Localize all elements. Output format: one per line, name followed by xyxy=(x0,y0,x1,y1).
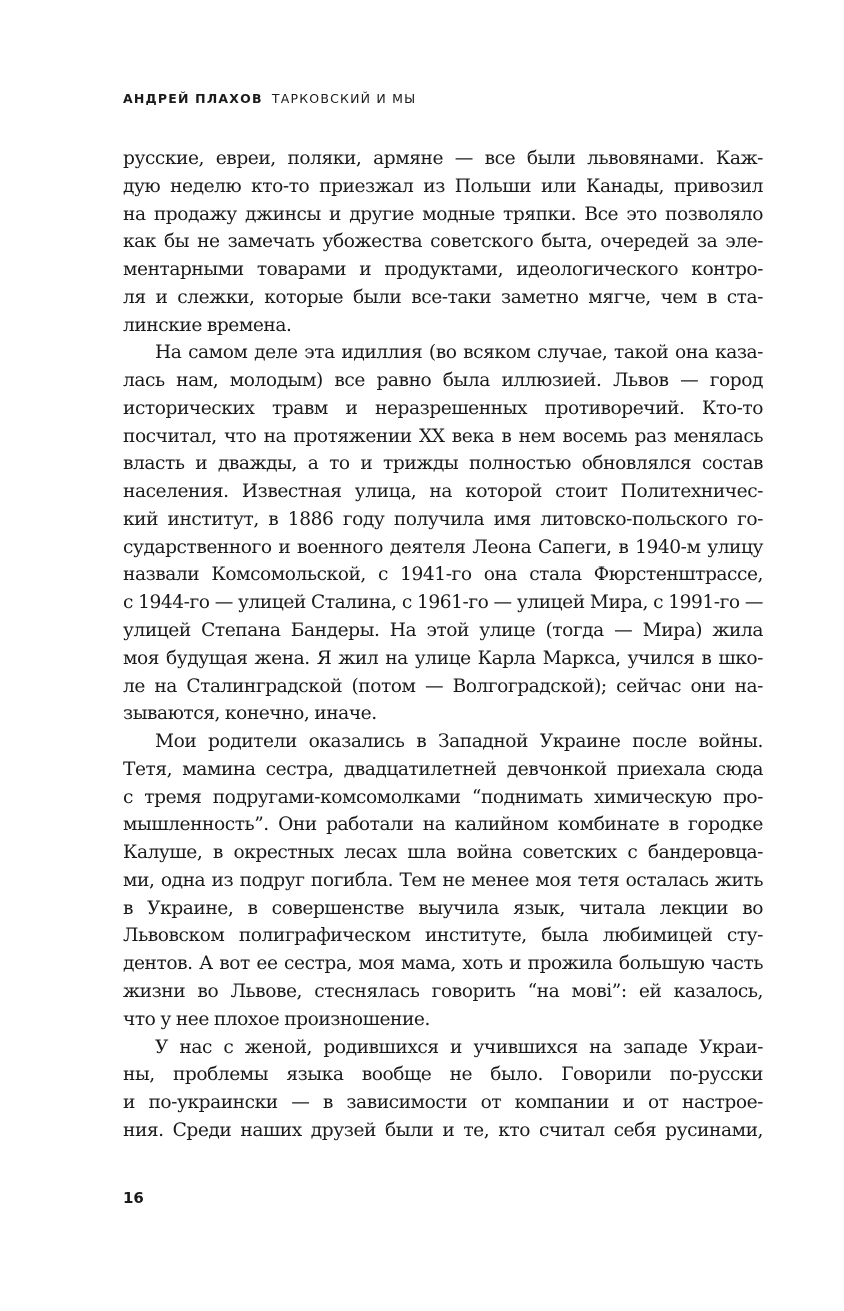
text-line: Тетя, мамина сестра, двадцатилетней девчонкой приехала сюда xyxy=(123,758,763,780)
text-line: ми, одна из подруг погибла. Тем не менее моя тетя осталась жить xyxy=(123,869,763,891)
text-line: ля и слежки, которые были все-таки заметно мягче, чем в ста- xyxy=(123,286,763,308)
text-line: дентов. А вот ее сестра, моя мама, хоть и прожила большую часть xyxy=(123,953,763,975)
text-line: населения. Известная улица, на которой стоит Политехничес- xyxy=(123,481,763,503)
text-line: Калуше, в окрестных лесах шла война советских с бандеровца- xyxy=(123,842,763,864)
text-line: линские времена. xyxy=(123,314,292,336)
text-line: мышленность”. Они работали на калийном комбинате в городке xyxy=(123,814,763,836)
text-line: ле на Сталинградской (потом — Волгоградской); сейчас они на- xyxy=(123,675,763,697)
text-line: в Украине, в совершенстве выучила язык, читала лекции во xyxy=(123,897,763,919)
text-line: ния. Среди наших друзей были и те, кто считал себя русинами, xyxy=(123,1119,763,1141)
text-line: и по-украински — в зависимости от компании и от настрое- xyxy=(123,1092,763,1114)
text-line: на продажу джинсы и другие модные тряпки. Все это позволяло xyxy=(123,203,763,225)
text-line: сударственного и военного деятеля Леона Сапеги, в 1940-м улицу xyxy=(123,536,763,558)
text-line: кий институт, в 1886 году получила имя литовско-польского го- xyxy=(123,508,763,530)
text-line: дую неделю кто-то приезжал из Польши или Канады, привозил xyxy=(123,175,763,197)
text-line: с 1944-го — улицей Сталина, с 1961-го — улицей Мира, с 1991-го — xyxy=(123,592,763,614)
text-line: Львовском полиграфическом институте, была любимицей сту- xyxy=(123,925,763,947)
text-line: ны, проблемы языка вообще не было. Говорили по-русски xyxy=(123,1064,763,1086)
text-line: На самом деле эта идиллия (во всяком случае, такой она каза- xyxy=(155,342,763,364)
text-line: зываются, конечно, иначе. xyxy=(123,703,377,725)
text-line: Мои родители оказались в Западной Украине после войны. xyxy=(155,731,763,753)
body-text xyxy=(123,145,763,1145)
text-line: моя будущая жена. Я жил на улице Карла Маркса, учился в шко- xyxy=(123,647,763,669)
text-line: ментарными товарами и продуктами, идеологического контро- xyxy=(123,259,763,281)
text-line: что у нее плохое произношение. xyxy=(123,1008,430,1030)
text-line: улицей Степана Бандеры. На этой улице (тогда — Мира) жила xyxy=(123,620,763,642)
text-line: посчитал, что на протяжении XX века в нем восемь раз менялась xyxy=(123,425,763,447)
text-line: власть и дважды, а то и трижды полностью обновлялся состав xyxy=(123,453,763,475)
text-line: назвали Комсомольской, с 1941-го она стала Фюрстенштрассе, xyxy=(123,564,763,586)
running-head xyxy=(123,91,416,106)
text-line: лась нам, молодым) все равно была иллюзией. Львов — город xyxy=(123,370,763,392)
text-line: как бы не замечать убожества советского быта, очередей за эле- xyxy=(123,231,763,253)
page-number: 16 xyxy=(123,1189,144,1207)
text-line: русские, евреи, поляки, армяне — все были львовянами. Каж- xyxy=(123,148,763,169)
text-line: У нас с женой, родившихся и учившихся на западе Украи- xyxy=(155,1036,763,1058)
running-head-title: ТАРКОВСКИЙ И МЫ xyxy=(271,91,417,106)
text-line: с тремя подругами-комсомолками “поднимать химическую про- xyxy=(123,786,763,808)
text-line: исторических травм и неразрешенных противоречий. Кто-то xyxy=(123,397,763,419)
text-line: жизни во Львове, стеснялась говорить “на мові”: ей казалось, xyxy=(123,980,763,1002)
running-head-author: АНДРЕЙ ПЛАХОВ xyxy=(123,91,263,106)
